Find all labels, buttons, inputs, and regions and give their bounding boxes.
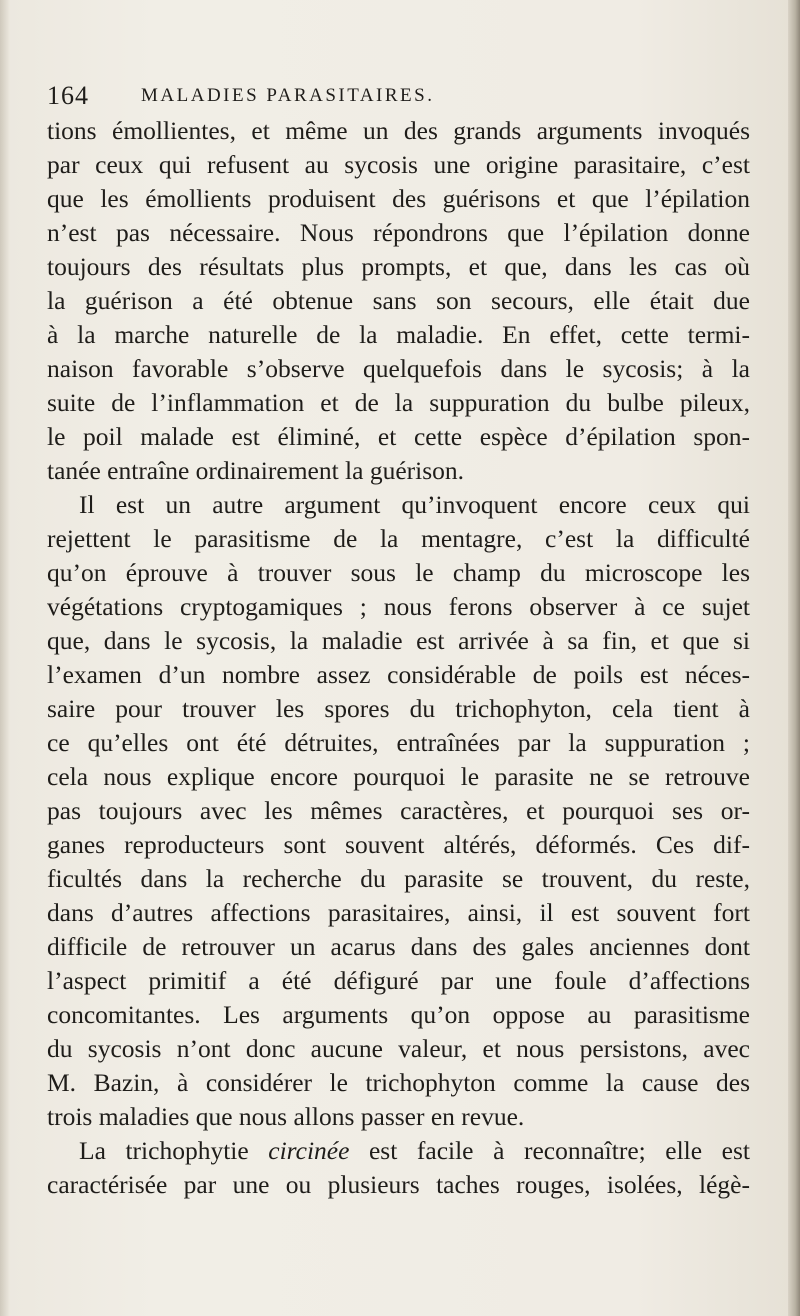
text-line: rejettent le parasitisme de la mentagre, c’est la difficulté [47, 524, 750, 553]
text-line: qu’on éprouve à trouver sous le champ du microscope les [47, 558, 750, 587]
text-line: la guérison a été obtenue sans son secours, elle était due [47, 286, 750, 315]
text-line-paragraph-end: tanée entraîne ordinairement la guérison. [47, 456, 465, 485]
text-line: végétations cryptogamiques ; nous ferons observer à ce sujet [47, 592, 750, 621]
text-line: que, dans le sycosis, la maladie est arrivée à sa fin, et que si [47, 626, 750, 655]
text-line: difficile de retrouver un acarus dans des gales anciennes dont [47, 932, 750, 961]
final-line-after: est facile à reconnaître; elle est [349, 1136, 750, 1165]
text-line: à la marche naturelle de la maladie. En effet, cette termi- [47, 320, 750, 349]
text-line: le poil malade est éliminé, et cette espèce d’épilation spon- [47, 422, 750, 451]
text-line: l’aspect primitif a été défiguré par une foule d’affections [47, 966, 750, 995]
text-line: naison favorable s’observe quelquefois dans le sycosis; à la [47, 354, 750, 383]
running-title: MALADIES PARASITAIRES. [141, 85, 435, 106]
main-text [47, 114, 750, 1202]
text-line: ficultés dans la recherche du parasite se trouvent, du reste, [47, 864, 750, 893]
text-line: concomitantes. Les arguments qu’on oppose au parasitisme [47, 1000, 750, 1029]
text-line: saire pour trouver les spores du trichophyton, cela tient à [47, 694, 750, 723]
text-line: que les émollients produisent des guérisons et que l’épilation [47, 184, 750, 213]
text-line: l’examen d’un nombre assez considérable de poils est néces- [47, 660, 750, 689]
page-header [47, 78, 747, 114]
text-line-paragraph-end: trois maladies que nous allons passer en revue. [47, 1102, 525, 1131]
text-line: ce qu’elles ont été détruites, entraînées par la suppuration ; [47, 728, 750, 757]
page-gutter-shadow [0, 0, 10, 1316]
text-line: tions émollientes, et même un des grands arguments invoqués [47, 116, 750, 145]
text-line-paragraph-start [47, 1134, 750, 1168]
emphasis-circinee: circinée [268, 1136, 350, 1165]
text-line: M. Bazin, à considérer le trichophyton comme la cause des [47, 1068, 750, 1097]
text-line: dans d’autres affections parasitaires, ainsi, il est souvent fort [47, 898, 750, 927]
text-line: ganes reproducteurs sont souvent altérés, déformés. Ces dif- [47, 830, 750, 859]
text-line: caractérisée par une ou plusieurs taches rouges, isolées, légè- [47, 1170, 750, 1199]
page-number: 164 [47, 81, 89, 110]
text-line: par ceux qui refusent au sycosis une origine parasitaire, c’est [47, 150, 750, 179]
text-line-paragraph-start: Il est un autre argument qu’invoquent encore ceux qui [79, 490, 750, 519]
text-line: n’est pas nécessaire. Nous répondrons que l’épilation donne [47, 218, 750, 247]
text-line: toujours des résultats plus prompts, et que, dans les cas où [47, 252, 750, 281]
page-edge [788, 0, 800, 1316]
text-line: suite de l’inflammation et de la suppuration du bulbe pileux, [47, 388, 750, 417]
text-line: pas toujours avec les mêmes caractères, et pourquoi ses or- [47, 796, 750, 825]
text-line: cela nous explique encore pourquoi le parasite ne se retrouve [47, 762, 750, 791]
final-line-before: La trichophytie [79, 1136, 269, 1165]
text-line: du sycosis n’ont donc aucune valeur, et nous persistons, avec [47, 1034, 750, 1063]
